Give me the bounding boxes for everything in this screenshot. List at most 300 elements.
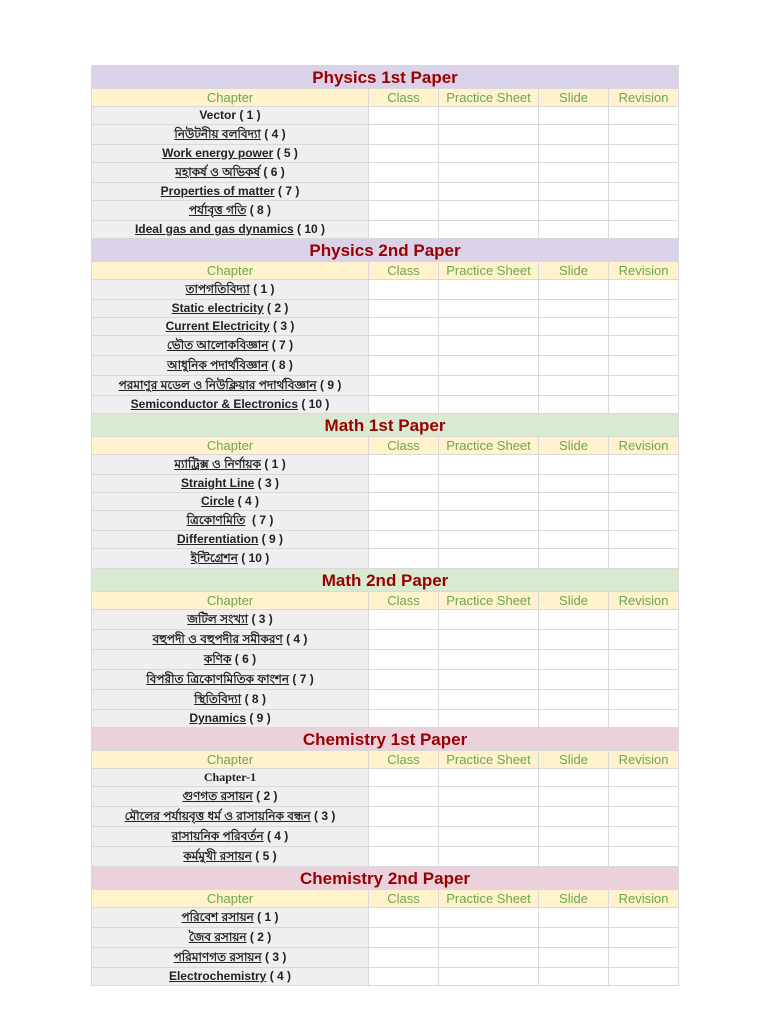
revision-cell[interactable] [609, 531, 679, 549]
column-header-class[interactable]: Class [369, 751, 439, 769]
column-header-class[interactable]: Class [369, 89, 439, 107]
chapter-name[interactable]: ইন্টিগ্রেশন [190, 551, 238, 565]
chapter-name[interactable]: Current Electricity [165, 319, 270, 333]
chapter-number: ( 7 ) [268, 338, 294, 352]
chapter-cell[interactable] [92, 493, 369, 511]
chapter-name[interactable]: আধুনিক পদার্থবিজ্ঞান [167, 358, 269, 372]
chapter-name[interactable]: কণিক [203, 652, 232, 666]
practice-sheet-cell[interactable] [439, 690, 539, 710]
column-header-slide[interactable]: Slide [539, 592, 609, 610]
chapter-number: ( 5 ) [273, 146, 298, 160]
column-header-slide[interactable]: Slide [539, 437, 609, 455]
slide-cell[interactable] [539, 511, 609, 531]
chapter-cell[interactable] [92, 183, 369, 201]
slide-cell[interactable] [539, 475, 609, 493]
slide-cell[interactable] [539, 630, 609, 650]
chapter-number: ( 2 ) [263, 301, 289, 315]
chapter-name[interactable]: Electrochemistry [168, 969, 267, 983]
chapter-cell[interactable] [92, 455, 369, 475]
class-cell[interactable] [369, 336, 439, 356]
revision-cell[interactable] [609, 125, 679, 145]
slide-cell[interactable] [539, 221, 609, 239]
chapter-row [92, 475, 679, 493]
practice-sheet-cell[interactable] [439, 201, 539, 221]
chapter-name[interactable]: মৌলের পর্যায়বৃত্ত ধর্ম ও রাসায়নিক বন্ধন [124, 809, 311, 823]
chapter-name: Vector [199, 108, 236, 122]
slide-cell[interactable] [539, 549, 609, 569]
slide-cell[interactable] [539, 690, 609, 710]
chapter-row [92, 827, 679, 847]
slide-cell[interactable] [539, 650, 609, 670]
class-cell[interactable] [369, 455, 439, 475]
chapter-number: ( 8 ) [246, 203, 272, 217]
practice-sheet-cell[interactable] [439, 908, 539, 928]
chapter-name[interactable]: Semiconductor & Electronics [130, 397, 299, 411]
class-cell[interactable] [369, 376, 439, 396]
class-cell[interactable] [369, 396, 439, 414]
revision-cell[interactable] [609, 163, 679, 183]
revision-cell[interactable] [609, 948, 679, 968]
column-header-revision[interactable]: Revision [609, 89, 679, 107]
revision-cell[interactable] [609, 396, 679, 414]
class-cell[interactable] [369, 531, 439, 549]
chapter-row [92, 670, 679, 690]
chapter-name[interactable]: মহাকর্ষ ও অভিকর্ষ [175, 165, 261, 179]
slide-cell[interactable] [539, 125, 609, 145]
chapter-row [92, 125, 679, 145]
column-header-practice-sheet[interactable]: Practice Sheet [439, 262, 539, 280]
chapter-cell[interactable] [92, 163, 369, 183]
practice-sheet-cell[interactable] [439, 356, 539, 376]
class-cell[interactable] [369, 928, 439, 948]
class-cell[interactable] [369, 318, 439, 336]
chapter-name[interactable]: রাসায়নিক পরিবর্তন [171, 829, 264, 843]
slide-cell[interactable] [539, 710, 609, 728]
slide-cell[interactable] [539, 300, 609, 318]
section-title[interactable]: Chemistry 2nd Paper [92, 867, 679, 890]
slide-cell[interactable] [539, 827, 609, 847]
chapter-name[interactable]: নিউটনীয় বলবিদ্যা [174, 127, 261, 141]
revision-cell[interactable] [609, 690, 679, 710]
chapter-cell[interactable] [92, 928, 369, 948]
chapter-row [92, 163, 679, 183]
chapter-number: ( 1 ) [261, 457, 286, 471]
column-header-revision[interactable]: Revision [609, 890, 679, 908]
class-cell[interactable] [369, 847, 439, 867]
class-cell[interactable] [369, 690, 439, 710]
chapter-name[interactable]: জটিল সংখ্যা [187, 612, 249, 626]
column-header-practice-sheet[interactable]: Practice Sheet [439, 751, 539, 769]
revision-cell[interactable] [609, 145, 679, 163]
chapter-row [92, 336, 679, 356]
chapter-name[interactable]: Ideal gas and gas dynamics [134, 222, 294, 236]
chapter-row [92, 107, 679, 125]
slide-cell[interactable] [539, 107, 609, 125]
revision-cell[interactable] [609, 650, 679, 670]
chapter-row [92, 145, 679, 163]
slide-cell[interactable] [539, 531, 609, 549]
chapter-row [92, 201, 679, 221]
revision-cell[interactable] [609, 455, 679, 475]
practice-sheet-cell[interactable] [439, 300, 539, 318]
chapter-cell[interactable] [92, 670, 369, 690]
chapter-row [92, 610, 679, 630]
chapter-row [92, 376, 679, 396]
chapter-name[interactable]: Properties of matter [160, 184, 275, 198]
revision-cell[interactable] [609, 630, 679, 650]
chapter-cell[interactable] [92, 300, 369, 318]
practice-sheet-cell[interactable] [439, 336, 539, 356]
class-cell[interactable] [369, 300, 439, 318]
chapter-number: ( 10 ) [293, 222, 326, 236]
revision-cell[interactable] [609, 221, 679, 239]
revision-cell[interactable] [609, 710, 679, 728]
chapter-number: ( 4 ) [263, 829, 289, 843]
practice-sheet-cell[interactable] [439, 107, 539, 125]
chapter-row [92, 787, 679, 807]
chapter-name[interactable]: ম্যাট্রিক্স ও নির্ণায়ক [174, 457, 262, 471]
revision-cell[interactable] [609, 787, 679, 807]
column-header-class[interactable]: Class [369, 890, 439, 908]
column-header-slide[interactable]: Slide [539, 89, 609, 107]
practice-sheet-cell[interactable] [439, 710, 539, 728]
slide-cell[interactable] [539, 356, 609, 376]
column-header-class[interactable]: Class [369, 437, 439, 455]
study-tracker-table [91, 65, 679, 986]
revision-cell[interactable] [609, 847, 679, 867]
chapter-cell[interactable] [92, 968, 369, 986]
class-cell[interactable] [369, 493, 439, 511]
chapter-number: ( 8 ) [268, 358, 293, 372]
slide-cell[interactable] [539, 336, 609, 356]
chapter-cell[interactable] [92, 827, 369, 847]
chapter-name[interactable]: Differentiation [176, 532, 259, 546]
class-cell[interactable] [369, 908, 439, 928]
chapter-name[interactable]: ভৌত আলোকবিজ্ঞান [166, 338, 269, 352]
slide-cell[interactable] [539, 610, 609, 630]
column-header-revision[interactable]: Revision [609, 437, 679, 455]
practice-sheet-cell[interactable] [439, 163, 539, 183]
chapter-name: Chapter-1 [203, 770, 257, 784]
slide-cell[interactable] [539, 847, 609, 867]
practice-sheet-cell[interactable] [439, 650, 539, 670]
class-cell[interactable] [369, 511, 439, 531]
practice-sheet-cell[interactable] [439, 531, 539, 549]
column-header-row [92, 592, 679, 610]
chapter-number: ( 4 ) [282, 632, 308, 646]
chapter-cell[interactable] [92, 280, 369, 300]
chapter-number: ( 1 ) [236, 108, 261, 122]
chapter-cell[interactable] [92, 201, 369, 221]
class-cell[interactable] [369, 280, 439, 300]
chapter-cell[interactable] [92, 710, 369, 728]
chapter-row [92, 280, 679, 300]
chapter-cell[interactable] [92, 125, 369, 145]
chapter-name[interactable]: বিপরীত ত্রিকোণমিতিক ফাংশন [146, 672, 290, 686]
practice-sheet-cell[interactable] [439, 455, 539, 475]
chapter-cell[interactable] [92, 769, 369, 787]
chapter-cell[interactable] [92, 549, 369, 569]
chapter-row [92, 908, 679, 928]
revision-cell[interactable] [609, 968, 679, 986]
revision-cell[interactable] [609, 769, 679, 787]
slide-cell[interactable] [539, 201, 609, 221]
practice-sheet-cell[interactable] [439, 125, 539, 145]
revision-cell[interactable] [609, 928, 679, 948]
chapter-row [92, 493, 679, 511]
practice-sheet-cell[interactable] [439, 396, 539, 414]
chapter-cell[interactable] [92, 396, 369, 414]
practice-sheet-cell[interactable] [439, 610, 539, 630]
chapter-row [92, 531, 679, 549]
revision-cell[interactable] [609, 493, 679, 511]
chapter-row [92, 948, 679, 968]
slide-cell[interactable] [539, 787, 609, 807]
slide-cell[interactable] [539, 396, 609, 414]
revision-cell[interactable] [609, 511, 679, 531]
chapter-row [92, 183, 679, 201]
revision-cell[interactable] [609, 549, 679, 569]
chapter-number: ( 6 ) [231, 652, 257, 666]
slide-cell[interactable] [539, 928, 609, 948]
chapter-cell[interactable] [92, 531, 369, 549]
chapter-row [92, 769, 679, 787]
chapter-cell[interactable] [92, 376, 369, 396]
chapter-row [92, 847, 679, 867]
chapter-name[interactable]: পরিমাণগত রসায়ন [173, 950, 262, 964]
chapter-name[interactable]: Circle [200, 494, 235, 508]
column-header-practice-sheet[interactable]: Practice Sheet [439, 592, 539, 610]
section-title-row [92, 414, 679, 437]
practice-sheet-cell[interactable] [439, 670, 539, 690]
chapter-cell[interactable] [92, 356, 369, 376]
column-header-revision[interactable]: Revision [609, 751, 679, 769]
class-cell[interactable] [369, 183, 439, 201]
chapter-number: ( 10 ) [298, 397, 330, 411]
revision-cell[interactable] [609, 610, 679, 630]
slide-cell[interactable] [539, 376, 609, 396]
slide-cell[interactable] [539, 968, 609, 986]
chapter-cell[interactable] [92, 807, 369, 827]
chapter-cell[interactable] [92, 847, 369, 867]
chapter-number: ( 3 ) [310, 809, 336, 823]
column-header-chapter[interactable]: Chapter [92, 890, 369, 908]
class-cell[interactable] [369, 670, 439, 690]
chapter-cell[interactable] [92, 107, 369, 125]
practice-sheet-cell[interactable] [439, 376, 539, 396]
section-title-row [92, 239, 679, 262]
slide-cell[interactable] [539, 769, 609, 787]
slide-cell[interactable] [539, 455, 609, 475]
practice-sheet-cell[interactable] [439, 928, 539, 948]
chapter-name[interactable]: Dynamics [189, 711, 247, 725]
column-header-slide[interactable]: Slide [539, 262, 609, 280]
chapter-row [92, 455, 679, 475]
practice-sheet-cell[interactable] [439, 549, 539, 569]
revision-cell[interactable] [609, 475, 679, 493]
chapter-number: ( 4 ) [234, 494, 260, 508]
slide-cell[interactable] [539, 163, 609, 183]
section-title-row [92, 569, 679, 592]
column-header-practice-sheet[interactable]: Practice Sheet [439, 89, 539, 107]
column-header-revision[interactable]: Revision [609, 592, 679, 610]
practice-sheet-cell[interactable] [439, 948, 539, 968]
practice-sheet-cell[interactable] [439, 475, 539, 493]
slide-cell[interactable] [539, 280, 609, 300]
revision-cell[interactable] [609, 356, 679, 376]
class-cell[interactable] [369, 549, 439, 569]
slide-cell[interactable] [539, 948, 609, 968]
section-title[interactable]: Physics 1st Paper [92, 66, 679, 89]
revision-cell[interactable] [609, 107, 679, 125]
revision-cell[interactable] [609, 183, 679, 201]
revision-cell[interactable] [609, 300, 679, 318]
practice-sheet-cell[interactable] [439, 280, 539, 300]
chapter-cell[interactable] [92, 475, 369, 493]
class-cell[interactable] [369, 807, 439, 827]
class-cell[interactable] [369, 356, 439, 376]
class-cell[interactable] [369, 827, 439, 847]
chapter-number: ( 7 ) [289, 672, 314, 686]
practice-sheet-cell[interactable] [439, 847, 539, 867]
column-header-chapter[interactable]: Chapter [92, 751, 369, 769]
practice-sheet-cell[interactable] [439, 630, 539, 650]
class-cell[interactable] [369, 163, 439, 183]
class-cell[interactable] [369, 769, 439, 787]
section-title[interactable]: Physics 2nd Paper [92, 239, 679, 262]
practice-sheet-cell[interactable] [439, 769, 539, 787]
practice-sheet-cell[interactable] [439, 493, 539, 511]
chapter-cell[interactable] [92, 630, 369, 650]
revision-cell[interactable] [609, 908, 679, 928]
column-header-practice-sheet[interactable]: Practice Sheet [439, 890, 539, 908]
section-title[interactable]: Math 2nd Paper [92, 569, 679, 592]
chapter-cell[interactable] [92, 787, 369, 807]
practice-sheet-cell[interactable] [439, 807, 539, 827]
class-cell[interactable] [369, 125, 439, 145]
chapter-name[interactable]: Straight Line [180, 476, 255, 490]
chapter-number: ( 2 ) [252, 789, 278, 803]
chapter-name[interactable]: পর্যাবৃত্ত গতি [188, 203, 247, 217]
chapter-cell[interactable] [92, 511, 369, 531]
column-header-row [92, 751, 679, 769]
chapter-cell[interactable] [92, 908, 369, 928]
column-header-revision[interactable]: Revision [609, 262, 679, 280]
practice-sheet-cell[interactable] [439, 968, 539, 986]
revision-cell[interactable] [609, 280, 679, 300]
section-title[interactable]: Math 1st Paper [92, 414, 679, 437]
chapter-cell[interactable] [92, 221, 369, 239]
class-cell[interactable] [369, 107, 439, 125]
slide-cell[interactable] [539, 318, 609, 336]
column-header-chapter[interactable]: Chapter [92, 89, 369, 107]
revision-cell[interactable] [609, 318, 679, 336]
chapter-cell[interactable] [92, 145, 369, 163]
class-cell[interactable] [369, 650, 439, 670]
class-cell[interactable] [369, 630, 439, 650]
chapter-row [92, 650, 679, 670]
revision-cell[interactable] [609, 807, 679, 827]
chapter-name[interactable]: Static electricity [171, 301, 264, 315]
class-cell[interactable] [369, 948, 439, 968]
chapter-name[interactable]: ত্রিকোণমিতি [186, 513, 246, 527]
slide-cell[interactable] [539, 183, 609, 201]
section-title[interactable]: Chemistry 1st Paper [92, 728, 679, 751]
chapter-row [92, 690, 679, 710]
class-cell[interactable] [369, 710, 439, 728]
chapter-name[interactable]: Work energy power [162, 146, 274, 160]
slide-cell[interactable] [539, 807, 609, 827]
slide-cell[interactable] [539, 908, 609, 928]
chapter-row [92, 356, 679, 376]
slide-cell[interactable] [539, 493, 609, 511]
chapter-cell[interactable] [92, 650, 369, 670]
column-header-practice-sheet[interactable]: Practice Sheet [439, 437, 539, 455]
practice-sheet-cell[interactable] [439, 511, 539, 531]
revision-cell[interactable] [609, 827, 679, 847]
practice-sheet-cell[interactable] [439, 183, 539, 201]
column-header-chapter[interactable]: Chapter [92, 437, 369, 455]
slide-cell[interactable] [539, 145, 609, 163]
chapter-name[interactable]: পরিবেশ রসায়ন [181, 910, 254, 924]
class-cell[interactable] [369, 201, 439, 221]
class-cell[interactable] [369, 787, 439, 807]
column-header-slide[interactable]: Slide [539, 751, 609, 769]
chapter-name[interactable]: তাপগতিবিদ্যা [185, 282, 250, 296]
slide-cell[interactable] [539, 670, 609, 690]
chapter-row [92, 511, 679, 531]
revision-cell[interactable] [609, 201, 679, 221]
practice-sheet-cell[interactable] [439, 221, 539, 239]
chapter-name[interactable]: স্থিতিবিদ্যা [194, 692, 242, 706]
chapter-name[interactable]: জৈব রসায়ন [188, 930, 247, 944]
class-cell[interactable] [369, 475, 439, 493]
chapter-number: ( 7 ) [245, 513, 274, 527]
practice-sheet-cell[interactable] [439, 318, 539, 336]
practice-sheet-cell[interactable] [439, 787, 539, 807]
chapter-name[interactable]: কর্মমুখী রসায়ন [183, 849, 252, 863]
class-cell[interactable] [369, 221, 439, 239]
class-cell[interactable] [369, 610, 439, 630]
column-header-chapter[interactable]: Chapter [92, 592, 369, 610]
column-header-row [92, 89, 679, 107]
chapter-cell[interactable] [92, 690, 369, 710]
chapter-name[interactable]: বহুপদী ও বহুপদীর সমীকরণ [152, 632, 283, 646]
chapter-cell[interactable] [92, 318, 369, 336]
class-cell[interactable] [369, 968, 439, 986]
revision-cell[interactable] [609, 670, 679, 690]
chapter-cell[interactable] [92, 336, 369, 356]
column-header-slide[interactable]: Slide [539, 890, 609, 908]
chapter-name[interactable]: পরমাণুর মডেল ও নিউক্লিয়ার পদার্থবিজ্ঞান [118, 378, 317, 392]
chapter-cell[interactable] [92, 610, 369, 630]
section-title-row [92, 66, 679, 89]
practice-sheet-cell[interactable] [439, 145, 539, 163]
revision-cell[interactable] [609, 376, 679, 396]
chapter-row [92, 807, 679, 827]
revision-cell[interactable] [609, 336, 679, 356]
chapter-number: ( 2 ) [246, 930, 272, 944]
column-header-chapter[interactable]: Chapter [92, 262, 369, 280]
practice-sheet-cell[interactable] [439, 827, 539, 847]
column-header-class[interactable]: Class [369, 592, 439, 610]
class-cell[interactable] [369, 145, 439, 163]
chapter-row [92, 300, 679, 318]
chapter-name[interactable]: গুণগত রসায়ন [182, 789, 253, 803]
column-header-class[interactable]: Class [369, 262, 439, 280]
chapter-number: ( 9 ) [258, 532, 283, 546]
chapter-cell[interactable] [92, 948, 369, 968]
